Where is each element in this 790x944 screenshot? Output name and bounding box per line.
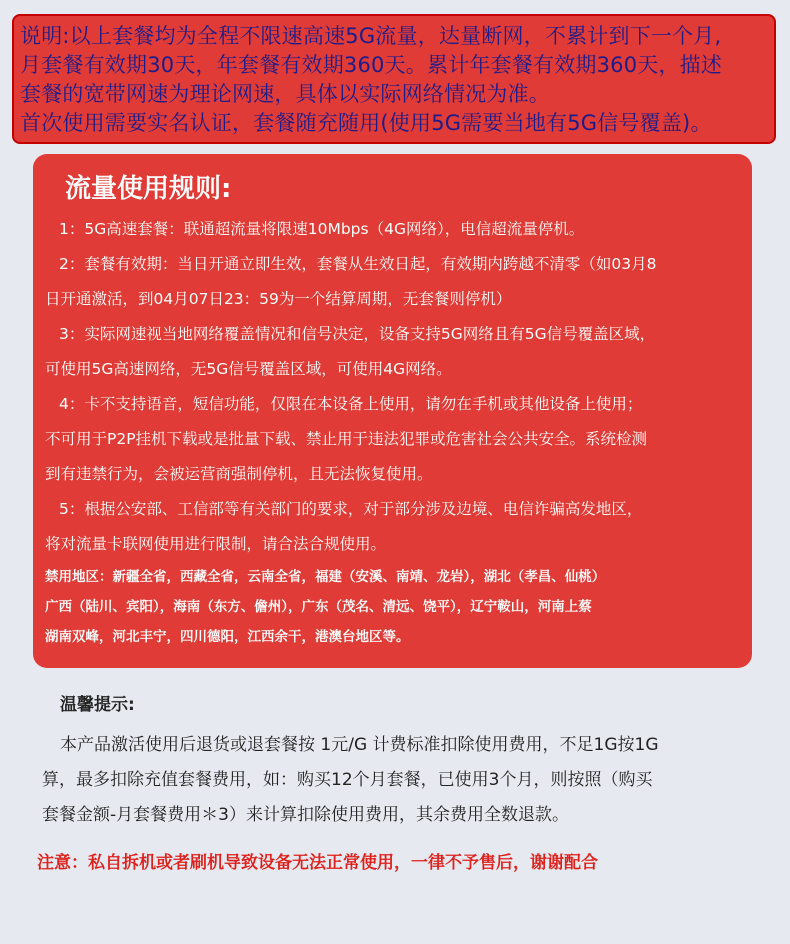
tip-line: 套餐金额-月套餐费用＊3）来计算扣除使用费用，其余费用全数退款。: [42, 805, 569, 825]
notice-line: 首次使用需要实名认证，套餐随充随用(使用5G需要当地有5G信号覆盖)。: [20, 111, 712, 135]
rule-line: 5：根据公安部、工信部等有关部门的要求，对于部分涉及边境、电信诈骗高发地区，: [59, 500, 643, 518]
rules-panel: [33, 154, 752, 668]
top-notice-box: [12, 14, 776, 144]
banned-regions-line: 湖南双峰，河北丰宁，四川德阳，江西余干，港澳台地区等。: [45, 629, 410, 645]
rule-line: 日开通激活，到04月07日23：59为一个结算周期，无套餐则停机）: [45, 290, 512, 308]
notice-line: 说明:以上套餐均为全程不限速高速5G流量，达量断网，不累计到下一个月,: [20, 24, 722, 48]
tip-line: 算，最多扣除充值套餐费用，如：购买12个月套餐，已使用3个月，则按照（购买: [42, 770, 653, 790]
rule-line: 1：5G高速套餐：联通超流量将限速10Mbps（4G网络），电信超流量停机。: [59, 220, 585, 238]
rule-line: 可使用5G高速网络，无5G信号覆盖区域，可使用4G网络。: [45, 360, 452, 378]
rule-line: 4：卡不支持语音，短信功能，仅限在本设备上使用，请勿在手机或其他设备上使用；: [59, 395, 643, 413]
rule-line: 3：实际网速视当地网络覆盖情况和信号决定，设备支持5G网络且有5G信号覆盖区域，: [59, 325, 656, 343]
banned-regions-line: 广西（陆川、宾阳），海南（东方、儋州），广东（茂名、清远、饶平），辽宁鞍山，河南上蔡: [45, 599, 592, 615]
rule-line: 2：套餐有效期：当日开通立即生效，套餐从生效日起，有效期内跨越不清零（如03月8: [59, 255, 657, 273]
tip-line: 本产品激活使用后退货或退套餐按 1元/G 计费标准扣除使用费用，不足1G按1G: [60, 735, 659, 755]
notice-line: 套餐的宽带网速为理论网速，具体以实际网络情况为准。: [20, 82, 550, 106]
tips-section: [42, 690, 762, 833]
rule-line: 将对流量卡联网使用进行限制，请合法合规使用。: [45, 535, 387, 553]
rules-title: 流量使用规则:: [65, 174, 232, 204]
notice-line: 月套餐有效期30天，年套餐有效期360天。累计年套餐有效期360天，描述: [20, 53, 723, 77]
tips-title: 温馨提示:: [60, 695, 135, 715]
rule-line: 不可用于P2P挂机下载或是批量下载、禁止用于违法犯罪或危害社会公共安全。系统检测: [45, 430, 648, 448]
warning-text: 注意：私自拆机或者刷机导致设备无法正常使用，一律不予售后，谢谢配合: [37, 853, 598, 873]
rule-line: 到有违禁行为，会被运营商强制停机，且无法恢复使用。: [45, 465, 433, 483]
banned-regions-line: 禁用地区：新疆全省，西藏全省，云南全省，福建（安溪、南靖、龙岩），湖北（孝昌、仙桃）: [45, 569, 606, 585]
